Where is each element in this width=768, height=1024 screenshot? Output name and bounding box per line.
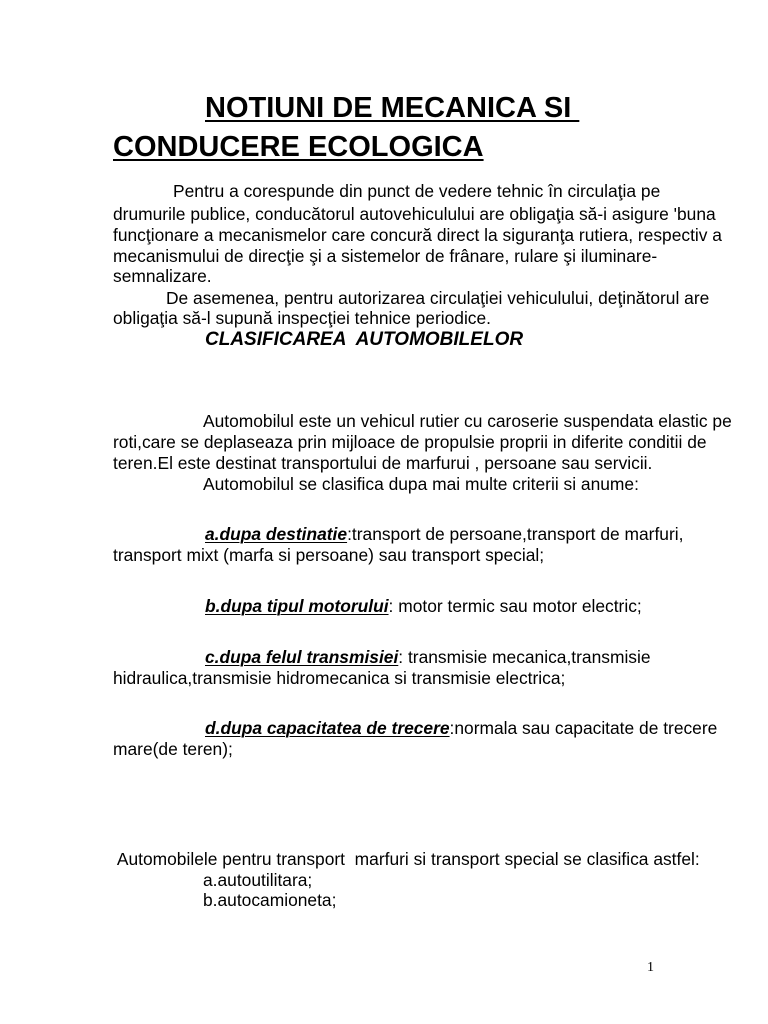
criterion-text: : motor termic sau motor electric; bbox=[388, 596, 642, 616]
definition-line: teren.El este destinat transportului de marfurui , persoane sau servicii. bbox=[113, 453, 653, 473]
truck-classification-intro: Automobilele pentru transport marfuri si transport special se clasifica astfel: bbox=[113, 849, 700, 869]
criterion-text: :normala sau capacitate de trecere bbox=[449, 718, 718, 738]
criterion-text: :transport de persoane,transport de marfuri, bbox=[347, 524, 684, 544]
criterion-text: : transmisie mecanica,transmisie bbox=[398, 647, 651, 667]
title-line-1: NOTIUNI DE MECANICA SI bbox=[205, 92, 580, 124]
definition-line: Automobilul se clasifica dupa mai multe criterii si anume: bbox=[203, 474, 639, 494]
section-heading: CLASIFICAREA AUTOMOBILELOR bbox=[205, 329, 524, 350]
title-line-2: CONDUCERE ECOLOGICA bbox=[113, 131, 484, 163]
criterion-c-line bbox=[205, 647, 651, 667]
intro-line: drumurile publice, conducătorul autovehiculului are obligaţia să-i asigure 'buna bbox=[113, 204, 716, 224]
criterion-label: c.dupa felul transmisiei bbox=[205, 647, 399, 667]
list-item: b.autocamioneta; bbox=[203, 890, 337, 910]
criterion-text: hidraulica,transmisie hidromecanica si transmisie electrica; bbox=[113, 668, 566, 688]
criterion-b-line bbox=[205, 596, 642, 616]
intro-line: mecanismului de direcţie şi a sistemelor de frânare, rulare şi iluminare- bbox=[113, 246, 658, 266]
criterion-text: transport mixt (marfa si persoane) sau transport special; bbox=[113, 545, 545, 565]
criterion-label: d.dupa capacitatea de trecere bbox=[205, 718, 450, 738]
criterion-a-line bbox=[205, 524, 683, 544]
intro-line: obligaţia să-l supună inspecţiei tehnice periodice. bbox=[113, 308, 492, 328]
criterion-label: b.dupa tipul motorului bbox=[205, 596, 389, 616]
criterion-label: a.dupa destinatie bbox=[205, 524, 348, 544]
page-number: 1 bbox=[647, 960, 654, 975]
definition-line: Automobilul este un vehicul rutier cu caroserie suspendata elastic pe bbox=[203, 411, 732, 431]
intro-line: funcţionare a mecanismelor care concură direct la siguranţa rutiera, respectiv a bbox=[113, 225, 722, 245]
criterion-text: mare(de teren); bbox=[113, 739, 233, 759]
criterion-d-line bbox=[205, 718, 717, 738]
list-item: a.autoutilitara; bbox=[203, 870, 313, 890]
definition-line: roti,care se deplaseaza prin mijloace de propulsie proprii in diferite conditii de bbox=[113, 432, 707, 452]
intro-line: Pentru a corespunde din punct de vedere tehnic în circulaţia pe bbox=[173, 181, 661, 201]
intro-line: semnalizare. bbox=[113, 266, 212, 286]
intro-line: De asemenea, pentru autorizarea circulaţiei vehiculului, deţinătorul are bbox=[166, 288, 710, 308]
